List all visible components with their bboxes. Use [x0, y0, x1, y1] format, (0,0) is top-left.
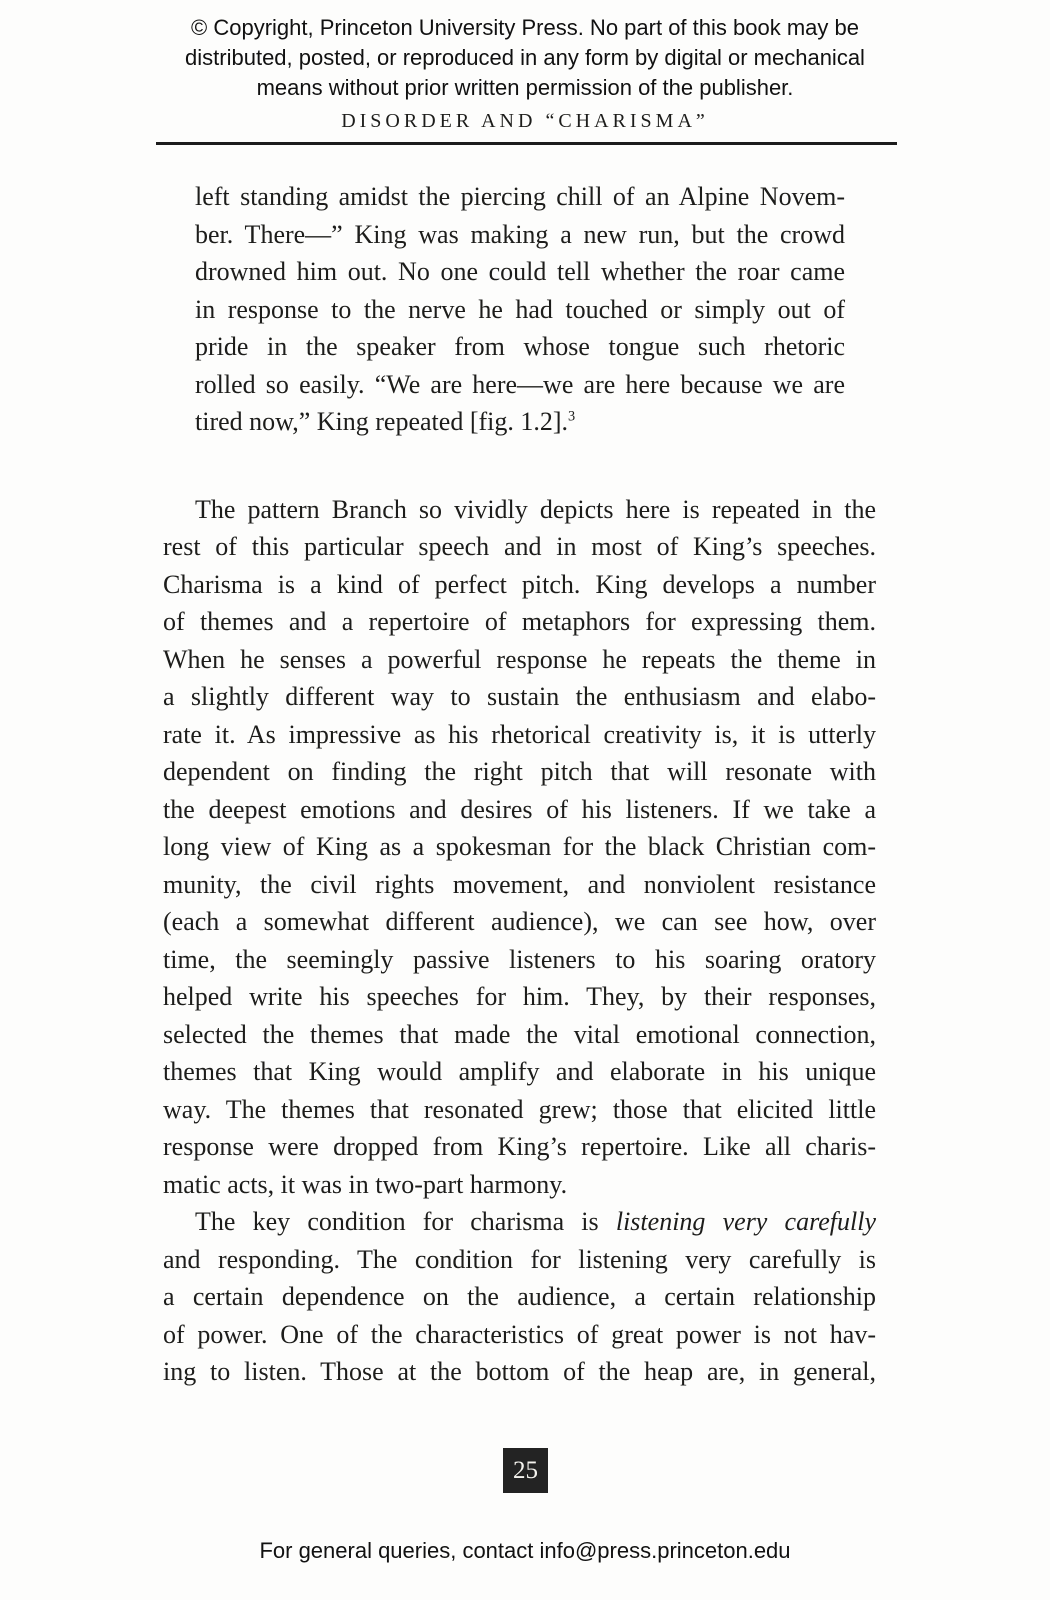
text-block — [163, 178, 876, 1391]
paragraph-1 — [163, 491, 876, 1204]
paragraph-1-first-line: The pattern Branch so vividly depicts here is repeated in the — [195, 494, 876, 524]
paragraph-1-line: helped write his speeches for him. They, by their responses, — [163, 982, 876, 1011]
paragraph-1-line: a slightly different way to sustain the enthusiasm and elabo- — [163, 682, 876, 711]
paragraph-2-line: of power. One of the characteristics of great power is not hav- — [163, 1319, 876, 1349]
paragraph-1-line: rest of this particular speech and in most of King’s speeches. — [163, 532, 876, 561]
page-number: 25 — [513, 1456, 538, 1484]
copyright-notice — [0, 0, 1050, 103]
footer-contact: For general queries, contact info@press.princeton.edu — [259, 1538, 791, 1563]
quote-last-line-text: tired now,” King repeated [fig. 1.2]. — [195, 407, 569, 436]
paragraph-2-first-line-text: The key condition for charisma is — [195, 1207, 616, 1236]
paragraph-1-line: themes that King would amplify and elaborate in his unique — [163, 1057, 876, 1086]
paragraph-2-line: and responding. The condition for listening very carefully is — [163, 1244, 876, 1274]
paragraph-1-line: response were dropped from King’s repertoire. Like all charis- — [163, 1132, 876, 1161]
quote-line: in response to the nerve he had touched or simply out of — [195, 294, 845, 324]
paragraph-1-line: Charisma is a kind of perfect pitch. King develops a number — [163, 569, 876, 599]
paragraph-2-line: a certain dependence on the audience, a certain relationship — [163, 1282, 876, 1311]
quote-line: drowned him out. No one could tell whether the roar came — [195, 257, 845, 286]
quote-last-line — [195, 403, 845, 441]
paragraph-1-line: selected the themes that made the vital emotional connection, — [163, 1019, 876, 1049]
paragraph-2-line: ing to listen. Those at the bottom of the heap are, in general, — [163, 1357, 876, 1386]
copyright-line: distributed, posted, or reproduced in any form by digital or mechanical — [185, 45, 865, 70]
paragraph-1-line: time, the seemingly passive listeners to his soaring oratory — [163, 944, 876, 974]
paragraph-1-line: the deepest emotions and desires of his listeners. If we take a — [163, 794, 876, 824]
quote-line: left standing amidst the piercing chill of an Alpine Novem- — [195, 182, 845, 211]
running-head: DISORDER AND “CHARISMA” — [341, 110, 709, 132]
page-number-box — [503, 1448, 548, 1493]
quote-line: rolled so easily. “We are here—we are here because we are — [195, 369, 845, 399]
paragraph-2 — [163, 1203, 876, 1391]
copyright-line: © Copyright, Princeton University Press. No part of this book may be — [191, 15, 859, 40]
quote-line: ber. There—” King was making a new run, but the crowd — [195, 219, 845, 249]
block-quote — [195, 178, 845, 441]
paragraph-1-line: long view of King as a spokesman for the black Christian com- — [163, 832, 876, 861]
paragraph-1-line: dependent on finding the right pitch that will resonate with — [163, 757, 876, 786]
paragraph-2-italic-phrase: listening very carefully — [615, 1207, 876, 1236]
footnote-marker: 3 — [568, 408, 576, 425]
header-rule — [156, 142, 897, 145]
paragraph-1-line: When he senses a powerful response he repeats the theme in — [163, 644, 876, 674]
paragraph-1-line: way. The themes that resonated grew; those that elicited little — [163, 1094, 876, 1124]
paragraph-1-line: munity, the civil rights movement, and nonviolent resistance — [163, 869, 876, 899]
quote-line: pride in the speaker from whose tongue such rhetoric — [195, 332, 845, 361]
copyright-line: means without prior written permission of the publisher. — [256, 75, 794, 100]
paragraph-2-first-line — [163, 1203, 876, 1241]
paragraph-1-line: of themes and a repertoire of metaphors for expressing them. — [163, 607, 876, 636]
paragraph-1-line: rate it. As impressive as his rhetorical creativity is, it is utterly — [163, 719, 876, 749]
paragraph-1-line: (each a somewhat different audience), we can see how, over — [163, 907, 876, 936]
paragraph-1-last-line: matic acts, it was in two-part harmony. — [163, 1169, 568, 1199]
